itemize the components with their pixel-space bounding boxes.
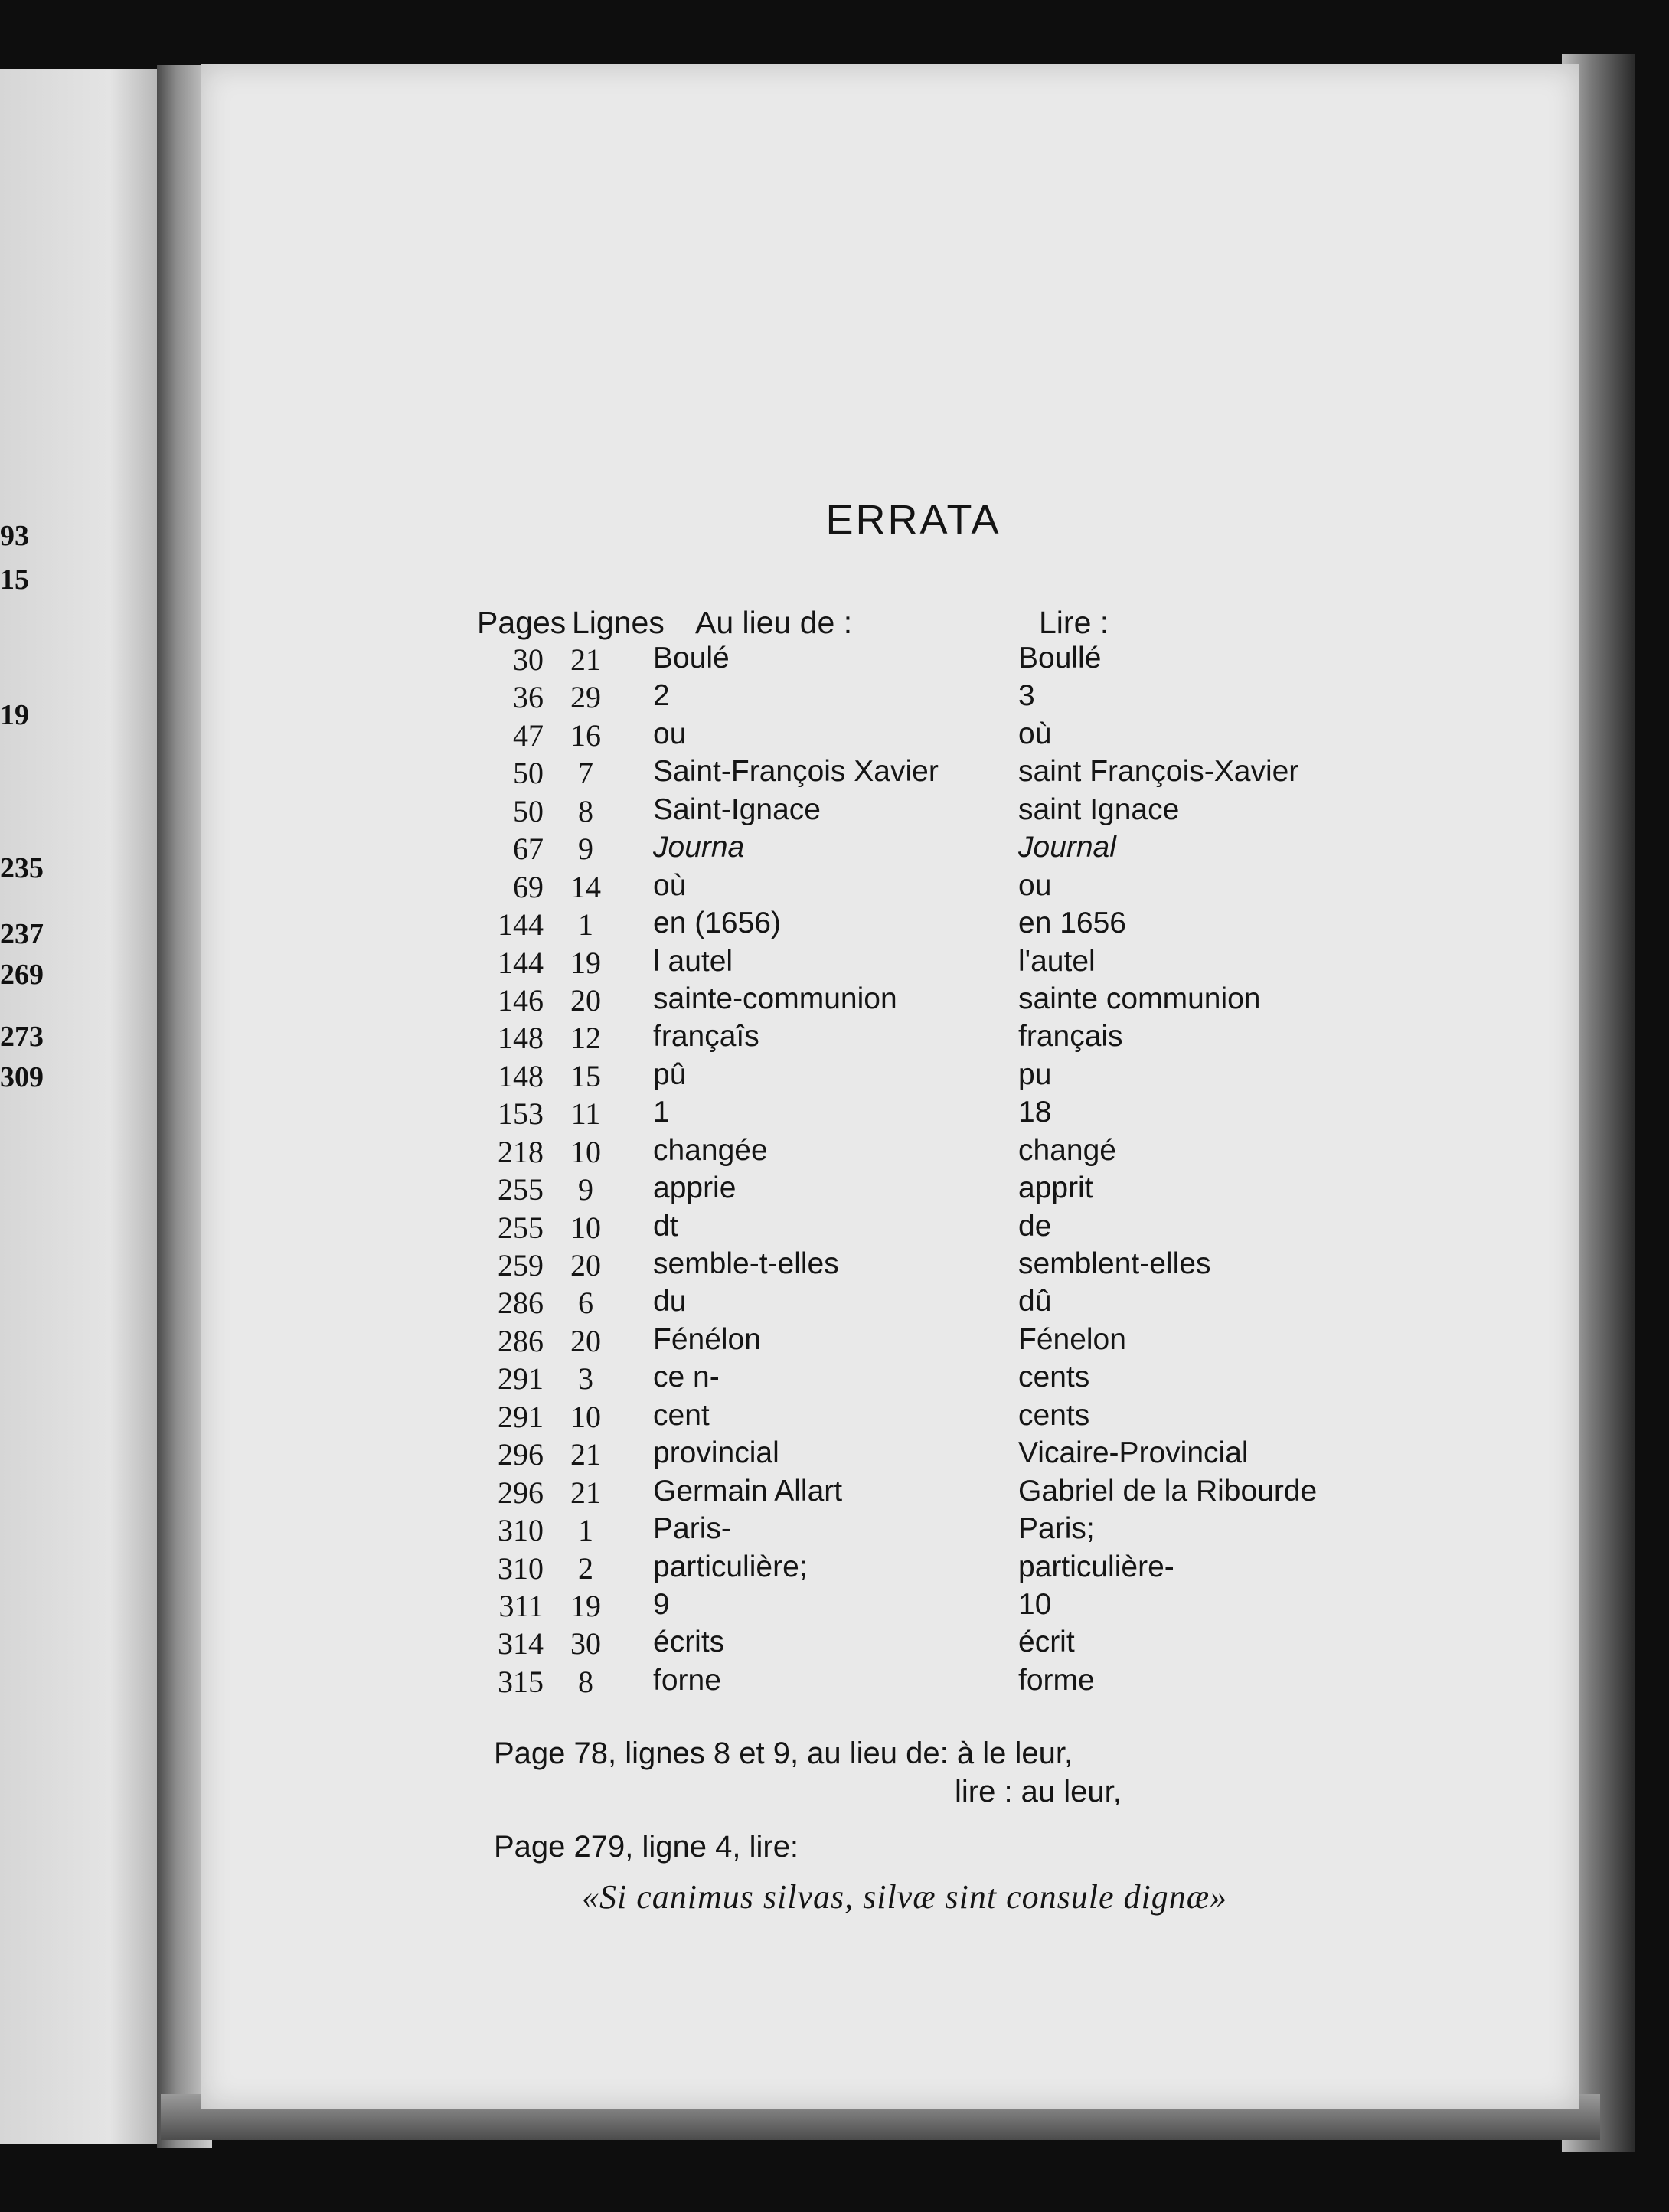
header-au-lieu-de: Au lieu de : [695, 605, 853, 640]
errata-correct-text: pu [1018, 1057, 1052, 1091]
errata-page-number: 36 [513, 680, 544, 715]
errata-row [0, 907, 1669, 944]
errata-line-number: 21 [570, 1437, 601, 1472]
errata-line-number: 9 [578, 1172, 593, 1207]
note-page-78: Page 78, lignes 8 et 9, au lieu de: à le leur, [494, 1737, 1073, 1770]
errata-correct-text: changé [1018, 1133, 1116, 1167]
errata-line-number: 20 [570, 982, 601, 1018]
errata-correct-text: Journal [1018, 831, 1116, 864]
errata-page-number: 296 [498, 1475, 544, 1510]
errata-row [0, 1020, 1669, 1057]
errata-wrong-text: dt [653, 1209, 678, 1243]
facing-page-number: 309 [0, 1061, 44, 1093]
errata-wrong-text: ou [653, 717, 687, 750]
errata-row [0, 869, 1669, 907]
latin-quote: «Si canimus silvas, silvæ sint consule dignæ» [582, 1878, 1228, 1916]
errata-row [0, 793, 1669, 831]
errata-row [0, 679, 1669, 717]
facing-page-number: 15 [0, 564, 29, 596]
errata-page-number: 255 [498, 1172, 544, 1207]
errata-line-number: 10 [570, 1134, 601, 1169]
errata-page-number: 296 [498, 1437, 544, 1472]
errata-wrong-text: 9 [653, 1587, 670, 1621]
errata-row [0, 1171, 1669, 1209]
errata-wrong-text: Saint-François Xavier [653, 755, 939, 789]
errata-row [0, 831, 1669, 868]
errata-correct-text: 3 [1018, 679, 1035, 713]
header-lignes: Lignes [572, 605, 665, 640]
errata-page-number: 50 [513, 756, 544, 791]
errata-wrong-text: Paris- [653, 1512, 731, 1546]
errata-correct-text: 18 [1018, 1096, 1052, 1129]
errata-page-number: 286 [498, 1286, 544, 1321]
errata-wrong-text: forne [653, 1663, 721, 1697]
errata-row [0, 1058, 1669, 1096]
errata-line-number: 1 [578, 907, 593, 943]
errata-correct-text: français [1018, 1020, 1123, 1054]
errata-correct-text: forme [1018, 1663, 1095, 1697]
errata-correct-text: en 1656 [1018, 907, 1126, 940]
errata-line-number: 2 [578, 1550, 593, 1586]
errata-correct-text: 10 [1018, 1587, 1052, 1621]
errata-row [0, 1096, 1669, 1133]
errata-wrong-text: Boulé [653, 642, 730, 675]
errata-line-number: 16 [570, 717, 601, 753]
errata-wrong-text: où [653, 868, 687, 902]
errata-wrong-text: sainte-communion [653, 982, 897, 1015]
errata-row [0, 1626, 1669, 1663]
errata-page-number: 50 [513, 793, 544, 828]
errata-wrong-text: Saint-Ignace [653, 792, 821, 826]
errata-page-number: 218 [498, 1134, 544, 1169]
errata-wrong-text: écrits [653, 1626, 725, 1659]
errata-wrong-text: apprie [653, 1171, 737, 1205]
errata-row [0, 1361, 1669, 1398]
errata-line-number: 7 [578, 756, 593, 791]
errata-line-number: 21 [570, 642, 601, 677]
errata-correct-text: Fénelon [1018, 1322, 1126, 1356]
errata-row [0, 1550, 1669, 1588]
errata-correct-text: semblent-elles [1018, 1247, 1211, 1280]
errata-wrong-text: 1 [653, 1096, 670, 1129]
errata-row [0, 1588, 1669, 1626]
errata-page-number: 286 [498, 1323, 544, 1358]
errata-correct-text: l'autel [1018, 944, 1096, 978]
errata-line-number: 8 [578, 793, 593, 828]
facing-page-number: 237 [0, 918, 44, 950]
errata-line-number: 12 [570, 1021, 601, 1056]
errata-line-number: 8 [578, 1664, 593, 1699]
header-pages: Pages [477, 605, 567, 640]
errata-page-number: 144 [498, 945, 544, 980]
errata-correct-text: Vicaire-Provincial [1018, 1436, 1249, 1470]
errata-page-number: 259 [498, 1248, 544, 1282]
errata-line-number: 19 [570, 1588, 601, 1623]
errata-wrong-text: cent [653, 1398, 710, 1432]
errata-line-number: 21 [570, 1475, 601, 1510]
errata-page-number: 69 [513, 869, 544, 904]
errata-row [0, 1512, 1669, 1550]
errata-wrong-text: particulière; [653, 1550, 808, 1583]
errata-row [0, 755, 1669, 792]
errata-line-number: 30 [570, 1626, 601, 1661]
facing-page-number: 235 [0, 852, 44, 884]
errata-line-number: 14 [570, 869, 601, 904]
errata-correct-text: dû [1018, 1285, 1052, 1318]
errata-wrong-text: semble-t-elles [653, 1247, 839, 1280]
errata-page-number: 47 [513, 717, 544, 753]
errata-line-number: 9 [578, 832, 593, 867]
errata-wrong-text: du [653, 1285, 687, 1318]
errata-wrong-text: françaîs [653, 1020, 759, 1054]
errata-row [0, 1134, 1669, 1171]
errata-line-number: 1 [578, 1513, 593, 1548]
errata-line-number: 11 [570, 1096, 601, 1132]
errata-row [0, 982, 1669, 1020]
errata-correct-text: où [1018, 717, 1052, 750]
errata-wrong-text: Fénélon [653, 1322, 761, 1356]
facing-page-number: 273 [0, 1021, 44, 1053]
errata-wrong-text: en (1656) [653, 907, 781, 940]
errata-page-number: 148 [498, 1021, 544, 1056]
errata-wrong-text: ce n- [653, 1361, 720, 1394]
errata-row [0, 1475, 1669, 1512]
errata-wrong-text: pû [653, 1057, 687, 1091]
errata-row [0, 1436, 1669, 1474]
errata-row [0, 1399, 1669, 1436]
errata-correct-text: particulière- [1018, 1550, 1174, 1583]
errata-correct-text: ou [1018, 868, 1052, 902]
page-title: ERRATA [825, 497, 1001, 543]
errata-row [0, 1285, 1669, 1322]
errata-page-number: 255 [498, 1210, 544, 1245]
errata-wrong-text: changée [653, 1133, 768, 1167]
errata-correct-text: cents [1018, 1398, 1090, 1432]
errata-table [0, 642, 1669, 1701]
errata-wrong-text: Journa [653, 831, 745, 864]
errata-wrong-text: provincial [653, 1436, 779, 1470]
errata-line-number: 3 [578, 1361, 593, 1397]
errata-correct-text: de [1018, 1209, 1052, 1243]
errata-page-number: 314 [498, 1626, 544, 1661]
errata-page-number: 315 [498, 1664, 544, 1699]
errata-page-number: 310 [498, 1513, 544, 1548]
errata-correct-text: saint François-Xavier [1018, 755, 1299, 789]
errata-page-number: 67 [513, 832, 544, 867]
errata-line-number: 15 [570, 1058, 601, 1093]
facing-page-number: 269 [0, 959, 44, 991]
errata-correct-text: Gabriel de la Ribourde [1018, 1474, 1318, 1508]
errata-page-number: 153 [498, 1096, 544, 1132]
errata-row [0, 1247, 1669, 1285]
errata-page-number: 148 [498, 1058, 544, 1093]
errata-wrong-text: 2 [653, 679, 670, 713]
errata-correct-text: écrit [1018, 1626, 1075, 1659]
errata-page-number: 144 [498, 907, 544, 943]
note-page-279: Page 279, ligne 4, lire: [494, 1830, 799, 1864]
errata-line-number: 10 [570, 1210, 601, 1245]
errata-page-number: 146 [498, 982, 544, 1018]
errata-correct-text: cents [1018, 1361, 1090, 1394]
errata-row [0, 1210, 1669, 1247]
errata-row [0, 945, 1669, 982]
errata-row [0, 642, 1669, 679]
errata-wrong-text: Germain Allart [653, 1474, 843, 1508]
errata-line-number: 29 [570, 680, 601, 715]
header-lire: Lire : [1039, 605, 1109, 640]
errata-page-number: 291 [498, 1361, 544, 1397]
errata-correct-text: apprit [1018, 1171, 1093, 1205]
errata-row [0, 717, 1669, 755]
errata-page-number: 291 [498, 1399, 544, 1434]
errata-row [0, 1664, 1669, 1701]
errata-page-number: 311 [498, 1588, 544, 1623]
errata-correct-text: Paris; [1018, 1512, 1095, 1546]
errata-row [0, 1323, 1669, 1361]
errata-correct-text: Boullé [1018, 642, 1102, 675]
errata-line-number: 10 [570, 1399, 601, 1434]
errata-correct-text: saint Ignace [1018, 792, 1180, 826]
facing-page-number: 93 [0, 520, 29, 552]
errata-correct-text: sainte communion [1018, 982, 1261, 1015]
errata-page-number: 310 [498, 1550, 544, 1586]
errata-wrong-text: l autel [653, 944, 733, 978]
errata-line-number: 19 [570, 945, 601, 980]
facing-page-number: 19 [0, 699, 29, 731]
note-page-78-lire: lire : au leur, [955, 1775, 1122, 1808]
errata-page-number: 30 [513, 642, 544, 677]
errata-line-number: 20 [570, 1323, 601, 1358]
errata-line-number: 20 [570, 1248, 601, 1282]
errata-line-number: 6 [578, 1286, 593, 1321]
